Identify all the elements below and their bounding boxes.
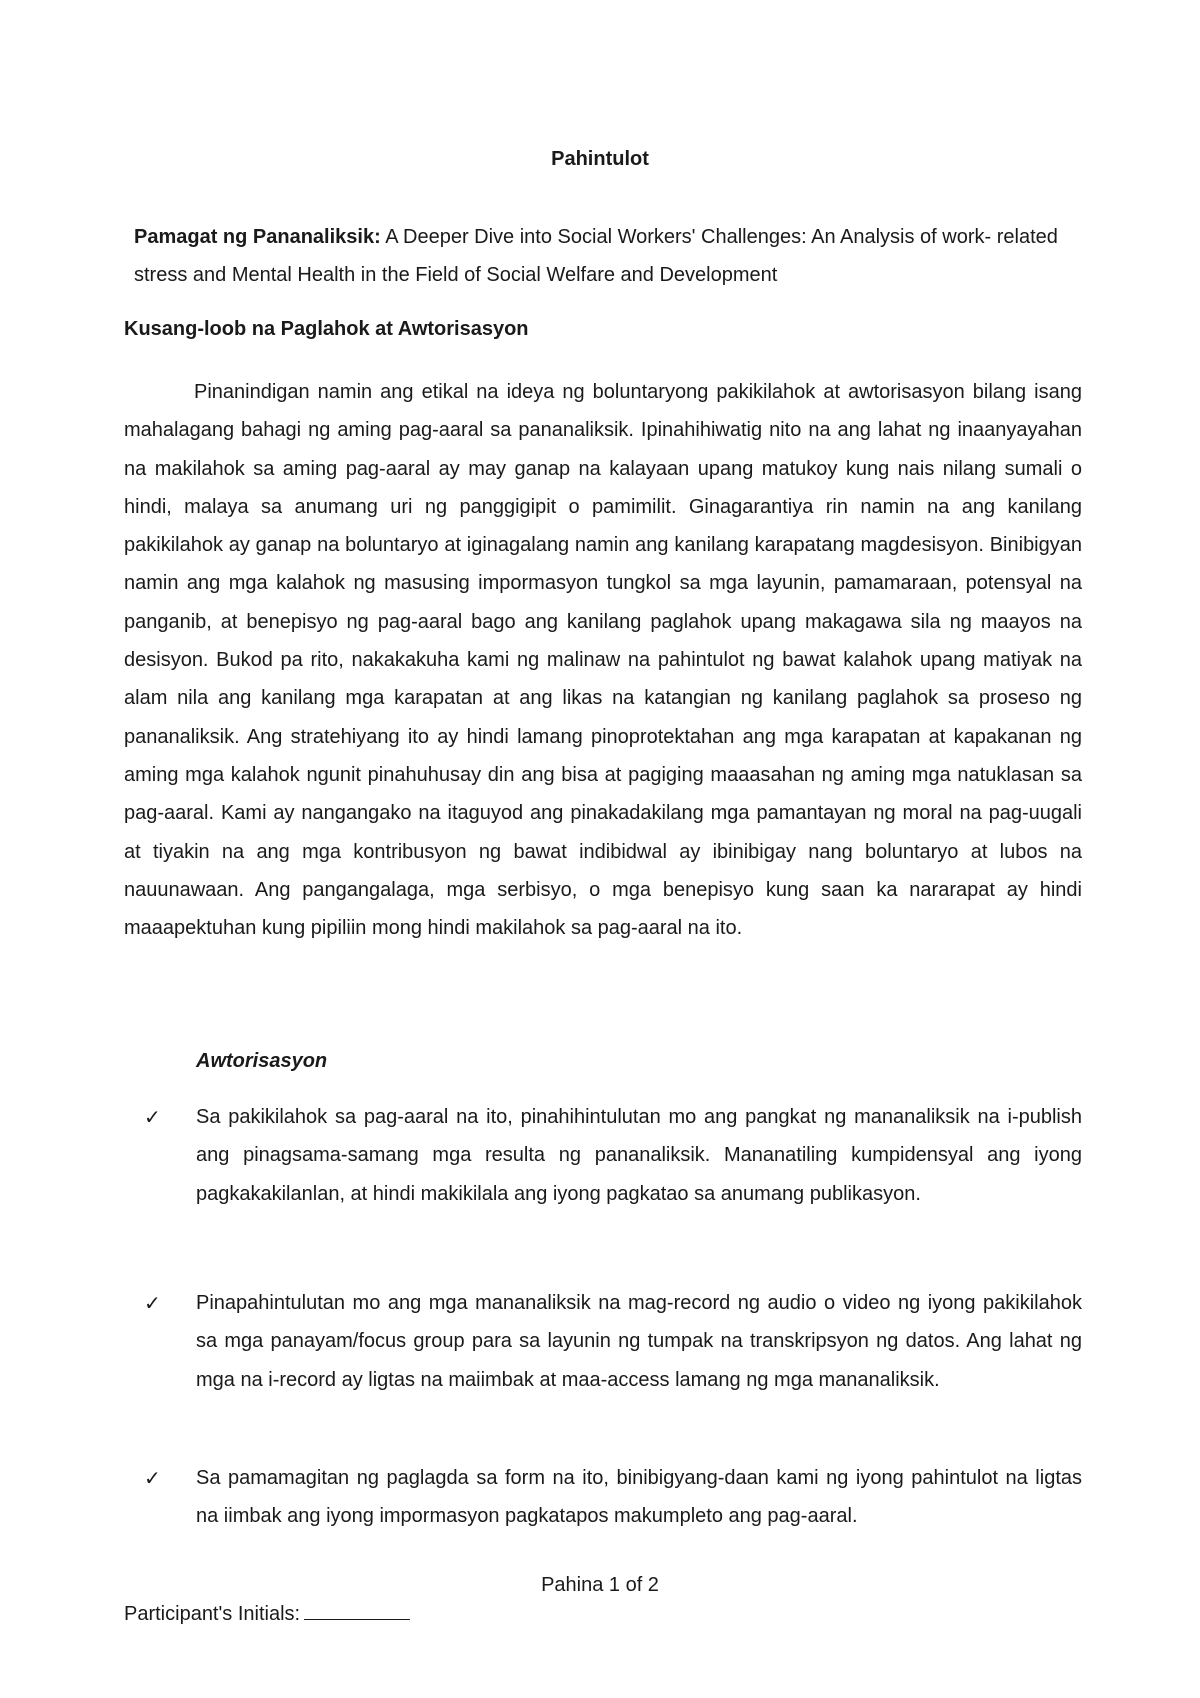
- participant-initials-label: Participant's Initials:: [124, 1603, 301, 1625]
- research-title-label: Pamagat ng Pananaliksik:: [134, 226, 381, 248]
- initials-blank-line[interactable]: [304, 1601, 410, 1620]
- page-number: Pahina 1 of 2: [541, 1574, 659, 1596]
- checklist-item-text: Pinapahintulutan mo ang mga mananaliksik na mag-record ng audio o video ng iyong pakikilahok sa mga panayam/focus group para sa layunin ng tumpak na transkripsyon ng datos. Ang lahat ng mga na i-record ay ligtas na maiimbak at maa-access lamang ng mga mananaliksik.: [196, 1292, 1082, 1391]
- page-title: Pahintulot: [551, 148, 649, 170]
- sub-heading-awtorisasyon: Awtorisasyon: [196, 1050, 328, 1072]
- checklist-item: [144, 1098, 1082, 1213]
- research-title: [134, 218, 1094, 294]
- checklist-item-text: Sa pakikilahok sa pag-aaral na ito, pinahihintulutan mo ang pangkat ng mananaliksik na i-publish ang pinagsama-samang mga resulta ng pananaliksik. Mananatiling kumpidensyal ang iyong pagkakakilanlan, at hindi makikilala ang iyong pagkatao sa anumang publikasyon.: [196, 1106, 1082, 1205]
- checkmark-icon: ✓: [144, 1291, 161, 1315]
- section-heading: Kusang-loob na Paglahok at Awtorisasyon: [124, 318, 529, 340]
- participant-initials: [124, 1601, 410, 1627]
- checkmark-icon: ✓: [144, 1466, 161, 1490]
- checklist-item: [144, 1284, 1082, 1399]
- research-title-text: A Deeper Dive into Social Workers' Challenges: An Analysis of work- related stress and Mental Health in the Field of Social Welfare and Development: [134, 226, 1058, 286]
- body-paragraph: Pinanindigan namin ang etikal na ideya ng boluntaryong pakikilahok at awtorisasyon bilang isang mahalagang bahagi ng aming pag-aaral sa pananaliksik. Ipinahihiwatig nito na ang lahat ng inaanyayahan na makilahok sa aming pag-aaral ay may ganap na kalayaan upang matukoy kung nais nilang sumali o hindi, malaya sa anumang uri ng panggigipit o pamimilit. Ginagarantiya rin namin na ang kanilang pakikilahok ay ganap na boluntaryo at iginagalang namin ang kanilang karapatang magdesisyon. Binibigyan namin ang mga kalahok ng masusing impormasyon tungkol sa mga layunin, pamamaraan, potensyal na panganib, at benepisyo ng pag-aaral bago ang kanilang paglahok upang makagawa sila ng maayos na desisyon. Bukod pa rito, nakakakuha kami ng malinaw na pahintulot ng bawat kalahok upang matiyak na alam nila ang kanilang mga karapatan at ang likas na katangian ng kanilang paglahok sa proseso ng pananaliksik. Ang stratehiyang ito ay hindi lamang pinoprotektahan ang mga karapatan at kapakanan ng aming mga kalahok ngunit pinahuhusay din ang bisa at pagiging maaasahan ng aming mga natuklasan sa pag-aaral. Kami ay nangangako na itaguyod ang pinakadakilang mga pamantayan ng moral na pag-uugali at tiyakin na ang mga kontribusyon ng bawat indibidwal ay ibinibigay nang boluntaryo at lubos na nauunawaan. Ang pangangalaga, mga serbisyo, o mga benepisyo kung saan ka nararapat ay hindi maaapektuhan kung pipiliin mong hindi makilahok sa pag-aaral na ito.: [124, 381, 1082, 940]
- checkmark-icon: ✓: [144, 1105, 161, 1129]
- checklist-item-text: Sa pamamagitan ng paglagda sa form na ito, binibigyang-daan kami ng iyong pahintulot na ligtas na iimbak ang iyong impormasyon pagkatapos makumpleto ang pag-aaral.: [196, 1467, 1082, 1528]
- checklist-item: [144, 1459, 1082, 1536]
